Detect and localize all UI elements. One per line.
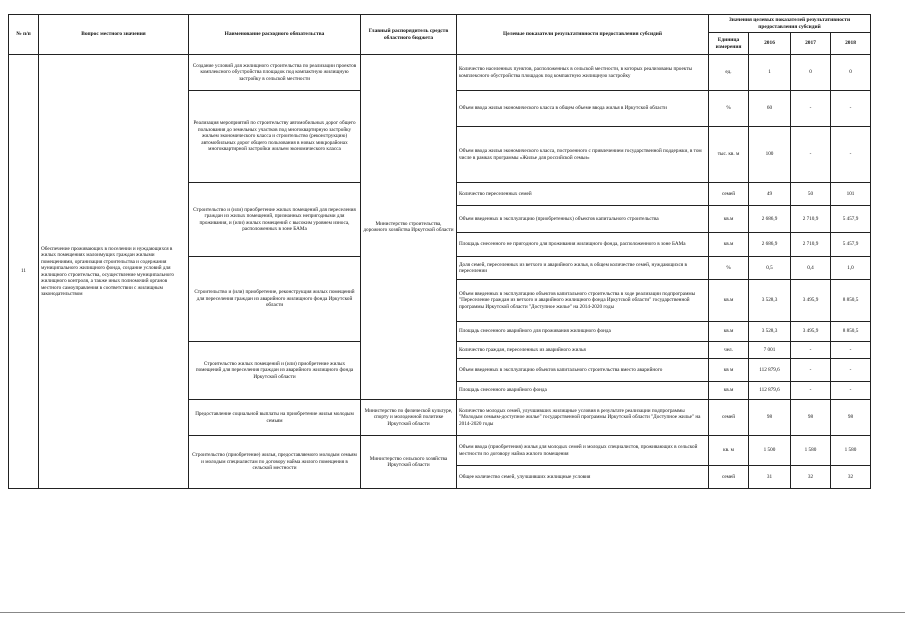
indicator-unit: кв.м xyxy=(709,322,749,342)
value-2017: 98 xyxy=(791,400,831,436)
header-issue: Вопрос местного значения xyxy=(39,15,189,55)
value-2017: 2 710,9 xyxy=(791,206,831,233)
value-2017: 0,4 xyxy=(791,257,831,280)
indicator-text: Объем ввода жилья экономического класса, построенного с привлечением государственной поддержки, в том числе в рамках программы «Жилье для российской семьи» xyxy=(457,127,709,183)
manager-construction: Министерство строительства, дорожного хозяйства Иркутской области xyxy=(361,55,457,400)
indicator-unit: кв.м xyxy=(709,206,749,233)
header-manager: Главный распорядитель средств областного бюджета xyxy=(361,15,457,55)
indicator-text: Объем введенных в эксплуатацию объектов капитального строительства в ходе реализации подпрограммы "Переселение граждан из ветхого и аварийного жилищного фонда Иркутской области" государственной программы Иркутской области "Доступное жилье" на 2014-2020 годы xyxy=(457,280,709,322)
value-2016: 2 686,9 xyxy=(749,233,791,257)
obligation-cell: Создание условий для жилищного строительства по реализации проектов комплексного обустройства площадок под компактную жилищную застройку в сельской местности xyxy=(189,55,361,91)
value-2017: - xyxy=(791,359,831,382)
header-targets-group: Значения целевых показателей результативности предоставления субсидий xyxy=(709,15,871,33)
value-2018: 8 850,5 xyxy=(831,322,871,342)
header-num: № п/п xyxy=(9,15,39,55)
indicator-text: Площадь снесенного аварийного для проживания жилищного фонда xyxy=(457,322,709,342)
manager-agriculture: Министерство сельского хозяйства Иркутской области xyxy=(361,436,457,489)
indicator-text: Количество граждан, переселенных из аварийного жилья xyxy=(457,342,709,359)
indicator-text: Объем ввода жилья экономического класса в общем объеме ввода жилья в Иркутской области xyxy=(457,91,709,127)
indicator-unit: семей xyxy=(709,466,749,489)
value-2018: - xyxy=(831,342,871,359)
value-2017: - xyxy=(791,382,831,400)
header-indicators: Целевые показатели результативности предоставления субсидий xyxy=(457,15,709,55)
value-2018: 32 xyxy=(831,466,871,489)
value-2017: - xyxy=(791,91,831,127)
indicator-unit: кв.м xyxy=(709,233,749,257)
value-2018: 98 xyxy=(831,400,871,436)
value-2016: 3 528,3 xyxy=(749,322,791,342)
indicator-unit: семей xyxy=(709,400,749,436)
header-2017: 2017 xyxy=(791,33,831,55)
indicator-text: Доля семей, переселенных из ветхого и аварийного жилья, в общем количестве семей, нуждающихся в переселении xyxy=(457,257,709,280)
value-2016: 112 879,6 xyxy=(749,359,791,382)
obligation-cell: Предоставление социальной выплаты на приобретение жилья молодым семьям xyxy=(189,400,361,436)
value-2016: 49 xyxy=(749,183,791,206)
header-obligation: Наименование расходного обязательства xyxy=(189,15,361,55)
value-2016: 112 879,6 xyxy=(749,382,791,400)
indicator-unit: кв.м xyxy=(709,382,749,400)
value-2018: - xyxy=(831,91,871,127)
value-2017: - xyxy=(791,127,831,183)
value-2018: 1,0 xyxy=(831,257,871,280)
obligation-cell: Строительство и (или) приобретение, реконструкция жилых помещений для переселения граждан из аварийного жилищного фонда Иркутской области xyxy=(189,257,361,342)
value-2017: 3 495,9 xyxy=(791,280,831,322)
indicator-unit: ед. xyxy=(709,55,749,91)
value-2018: 5 457,9 xyxy=(831,206,871,233)
page-edge-line xyxy=(0,612,905,613)
indicator-text: Площадь снесенного аварийного фонда xyxy=(457,382,709,400)
header-2018: 2018 xyxy=(831,33,871,55)
value-2018: - xyxy=(831,382,871,400)
indicator-unit: семей xyxy=(709,183,749,206)
subsidy-table xyxy=(8,14,871,489)
header-unit: Единица измерения xyxy=(709,33,749,55)
value-2017: 32 xyxy=(791,466,831,489)
row-number: 11 xyxy=(9,55,39,489)
issue-text: Обеспечение проживающих в поселении и нуждающихся в жилых помещениях малоимущих граждан жилыми помещениями, организация строительства и содержания муниципального жилищного фонда, создание условий для жилищного строительства, осуществление муниципального жилищного контроля, а также иных полномочий органов местного самоуправления в соответствии с жилищным законодательством xyxy=(39,55,189,489)
value-2016: 31 xyxy=(749,466,791,489)
value-2016: 1 xyxy=(749,55,791,91)
value-2016: 0,5 xyxy=(749,257,791,280)
obligation-cell: Строительство жилых помещений и (или) приобретение жилых помещений для переселения граждан из аварийного жилищного фонда Иркутской области xyxy=(189,342,361,400)
value-2018: 1 580 xyxy=(831,436,871,466)
manager-culture: Министерство по физической культуре, спорту и молодежной политике Иркутской области xyxy=(361,400,457,436)
indicator-text: Общее количество семей, улучшивших жилищные условия xyxy=(457,466,709,489)
value-2017: 0 xyxy=(791,55,831,91)
value-2016: 3 528,3 xyxy=(749,280,791,322)
table-row xyxy=(9,55,871,91)
indicator-text: Количество населенных пунктов, расположенных в сельской местности, в которых реализованы проекты комплексного обустройства площадок под компактную жилищную застройку xyxy=(457,55,709,91)
value-2018: - xyxy=(831,127,871,183)
value-2016: 2 686,9 xyxy=(749,206,791,233)
indicator-text: Объем введенных в эксплуатацию объектов капитального строительства вместо аварийного xyxy=(457,359,709,382)
value-2016: 100 xyxy=(749,127,791,183)
obligation-cell: Строительство и (или) приобретение жилых помещений для переселения граждан из жилых помещений, признанных непригодными для проживания, и (или) жилых помещений с высоким уровнем износа, расположенных в зоне БАМа xyxy=(189,183,361,257)
obligation-cell: Строительство (приобретение) жилья, предоставляемого молодым семьям и молодым специалистам по договору найма жилого помещения в сельской местности xyxy=(189,436,361,489)
value-2018: 101 xyxy=(831,183,871,206)
indicator-text: Объем введенных в эксплуатацию (приобретенных) объектов капитального строительства xyxy=(457,206,709,233)
indicator-unit: кв.м xyxy=(709,280,749,322)
indicator-text: Площадь снесенного не пригодного для проживания жилищного фонда, расположенного в зоне БАМа xyxy=(457,233,709,257)
value-2018: 8 850,5 xyxy=(831,280,871,322)
indicator-unit: кв м xyxy=(709,359,749,382)
value-2018: - xyxy=(831,359,871,382)
indicator-unit: чел. xyxy=(709,342,749,359)
indicator-unit: % xyxy=(709,257,749,280)
value-2016: 7 001 xyxy=(749,342,791,359)
indicator-text: Количество переселенных семей xyxy=(457,183,709,206)
value-2016: 1 500 xyxy=(749,436,791,466)
value-2017: - xyxy=(791,342,831,359)
value-2018: 5 457,9 xyxy=(831,233,871,257)
indicator-text: Количество молодых семей, улучшивших жилищные условия в результате реализации подпрограммы "Молодым семьям-доступное жилье" государственной программы Иркутской области "Доступное жилье" на 2014-2020 годы xyxy=(457,400,709,436)
obligation-cell: Реализация мероприятий по строительству автомобильных дорог общего пользования до земельных участков под многоквартирную застройку жильем экономического класса и строительство (реконструкцию) автомобильных дорог общего пользования в новых микрорайонах многоквартирной застройки жильем экономического класса xyxy=(189,91,361,183)
value-2017: 2 710,9 xyxy=(791,233,831,257)
indicator-text: Объем ввода (приобретения) жилья для молодых семей и молодых специалистов, проживающих в сельской местности по договору найма жилого помещения xyxy=(457,436,709,466)
value-2017: 3 495,9 xyxy=(791,322,831,342)
value-2016: 60 xyxy=(749,91,791,127)
value-2016: 98 xyxy=(749,400,791,436)
value-2017: 50 xyxy=(791,183,831,206)
indicator-unit: тыс. кв. м xyxy=(709,127,749,183)
indicator-unit: % xyxy=(709,91,749,127)
indicator-unit: кв. м xyxy=(709,436,749,466)
header-2016: 2016 xyxy=(749,33,791,55)
value-2018: 0 xyxy=(831,55,871,91)
value-2017: 1 580 xyxy=(791,436,831,466)
